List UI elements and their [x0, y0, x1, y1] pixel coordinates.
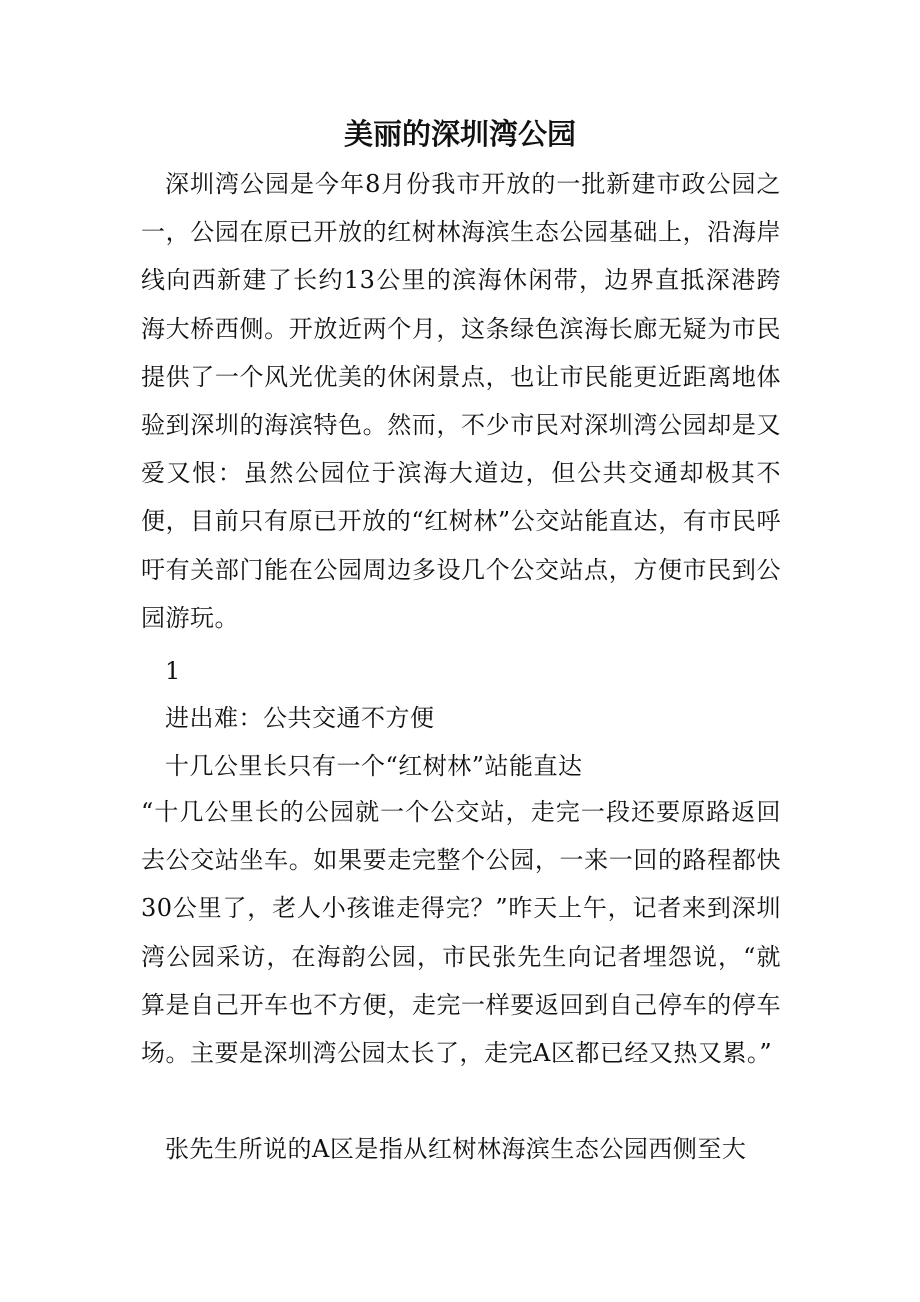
section-subheading: 十几公里长只有一个“红树林”站能直达: [165, 752, 583, 780]
intro-paragraph: 深圳湾公园是今年8月份我市开放的一批新建市政公园之一，公园在原已开放的红树林海滨生态公园基础上，沿海岸线向西新建了长约13公里的滨海休闲带，边界直抵深港跨海大桥西侧。开放近两个月，这条绿色滨海长廊无疑为市民提供了一个风光优美的休闲景点，也让市民能更近距离地体验到深圳的海滨特色。然而，不少市民对深圳湾公园却是又爱又恨：虽然公园位于滨海大道边，但公共交通却极其不便，目前只有原已开放的“红树林”公交站能直达，有市民呼吁有关部门能在公园周边多设几个公交站点，方便市民到公园游玩。: [141, 170, 781, 632]
quote-paragraph: “十几公里长的公园就一个公交站，走完一段还要原路返回去公交站坐车。如果要走完整个公园，一来一回的路程都快30公里了，老人小孩谁走得完？”昨天上午，记者来到深圳湾公园采访，在海韵公园，市民张先生向记者埋怨说，“就算是自己开车也不方便，走完一样要返回到自己停车的停车场。主要是深圳湾公园太长了，走完A区都已经又热又累。”: [141, 798, 781, 1068]
page-title: 美丽的深圳湾公园: [343, 117, 576, 151]
body-paragraph: 张先生所说的A区是指从红树林海滨生态公园西侧至大: [165, 1135, 747, 1163]
section-number: 1: [165, 657, 181, 685]
section-heading: 进出难：公共交通不方便: [165, 704, 435, 732]
